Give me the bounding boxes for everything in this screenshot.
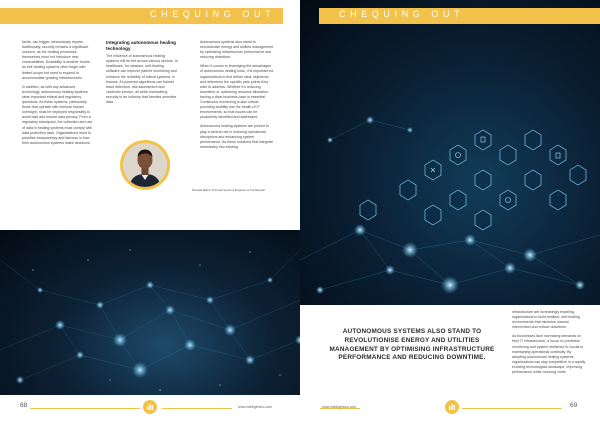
paragraph: Autonomous systems also stand to revolutionise energy and utilities management by optimising infrastructure performance and reducing downtime. [200, 40, 274, 60]
header-banner-left [0, 8, 283, 24]
glowing-network-graphic [0, 230, 300, 395]
page-number: 69 [570, 402, 578, 409]
paragraph: infrastructure are increasingly enabling organisations to build resilient, self-healing environments that minimise manual intervention and reduce downtime. [512, 310, 580, 330]
article-column-right-1 [200, 40, 274, 154]
footer-rule [30, 408, 140, 409]
author-portrait [120, 140, 170, 190]
footer-rule [162, 408, 232, 409]
section-title: CHEQUING OUT [150, 9, 276, 19]
paragraph: As businesses face increasing demands on their IT infrastructure, a focus on predictive monitoring and system resilience is crucial to maintaining operational continuity. By adopting autonomous healing systems, organisations can stay competitive in a rapidly evolving technological landscape, improving performance while reducing costs. [512, 334, 586, 375]
subheading: Integrating autonomous healing technology [106, 40, 176, 51]
network-image-right [300, 0, 600, 305]
article-column-1 [22, 40, 94, 150]
paragraph: Autonomous healing systems are poised to play a central role in reducing operational disruptions and enhancing system performance. As these solutions that integrate seamlessly into existing [200, 124, 274, 149]
portrait-caption: Mustafa Mahdi, Principal Systems Engineer at Confidential [192, 188, 265, 192]
paragraph: The influence of autonomous healing systems will be felt across various sectors. In healthcare, for instance, self-healing software can improve patient monitoring and enhance the reliability of critical systems. In finance, AI-powered algorithms can bolster fraud detection, risk assessment and customer service, all while maintaining security in an industry that handles sensitive data. [106, 54, 178, 105]
page-number: 68 [20, 402, 28, 409]
person-photo [123, 143, 167, 187]
pull-quote: AUTONOMOUS SYSTEMS ALSO STAND TO REVOLUTIONISE ENERGY AND UTILITIES MANAGEMENT BY OPTIMISING INFRASTRUCTURE PERFORMANCE AND REDUCING DOWNTIME. [329, 328, 495, 362]
network-image-left [0, 230, 300, 395]
website-link[interactable]: www.intelligentcio.com [322, 405, 357, 409]
magazine-logo-icon [143, 400, 157, 414]
header-banner-right [319, 8, 600, 24]
section-title: CHEQUING OUT [339, 9, 465, 19]
magazine-logo-icon [445, 400, 459, 414]
paragraph: When it comes to leveraging the advantages of autonomous healing tools, it is important for organisations to first define clear objectives and determine the specific pain points they wish to address. Whether it's reducing downtime or optimising resource allocation, having a clear business case is essential. Continuous monitoring is also critical, providing visibility into the health of IT environments, so that issues can be proactively identified and addressed. [200, 64, 274, 120]
paragraph: faults, can trigger unnecessary repairs. Additionally, security remains a significant concern, as the healing processes themselves must not introduce new vulnerabilities. Scalability is another hurdle, as self-healing systems often begin with limited scope but need to expand to accommodate growing infrastructures. [22, 40, 91, 80]
article-column-2 [106, 40, 178, 109]
hexagon-network-graphic [300, 0, 600, 305]
paragraph: In addition, as with any advanced technology, autonomous healing systems raise important ethical and regulatory questions. As these systems, particularly those that operate with minimal human oversight, must be deployed responsibly to avoid bias and ensure data privacy. From a regulatory standpoint, the collection and use of data in healing systems must comply with data protection laws. Organisations need to prioritise transparency and fairness in how their autonomous systems make decisions. [22, 84, 93, 145]
website-link[interactable]: www.intelligentcio.com [238, 405, 273, 409]
article-column-right-2 [512, 310, 586, 379]
footer-rule [462, 408, 562, 409]
